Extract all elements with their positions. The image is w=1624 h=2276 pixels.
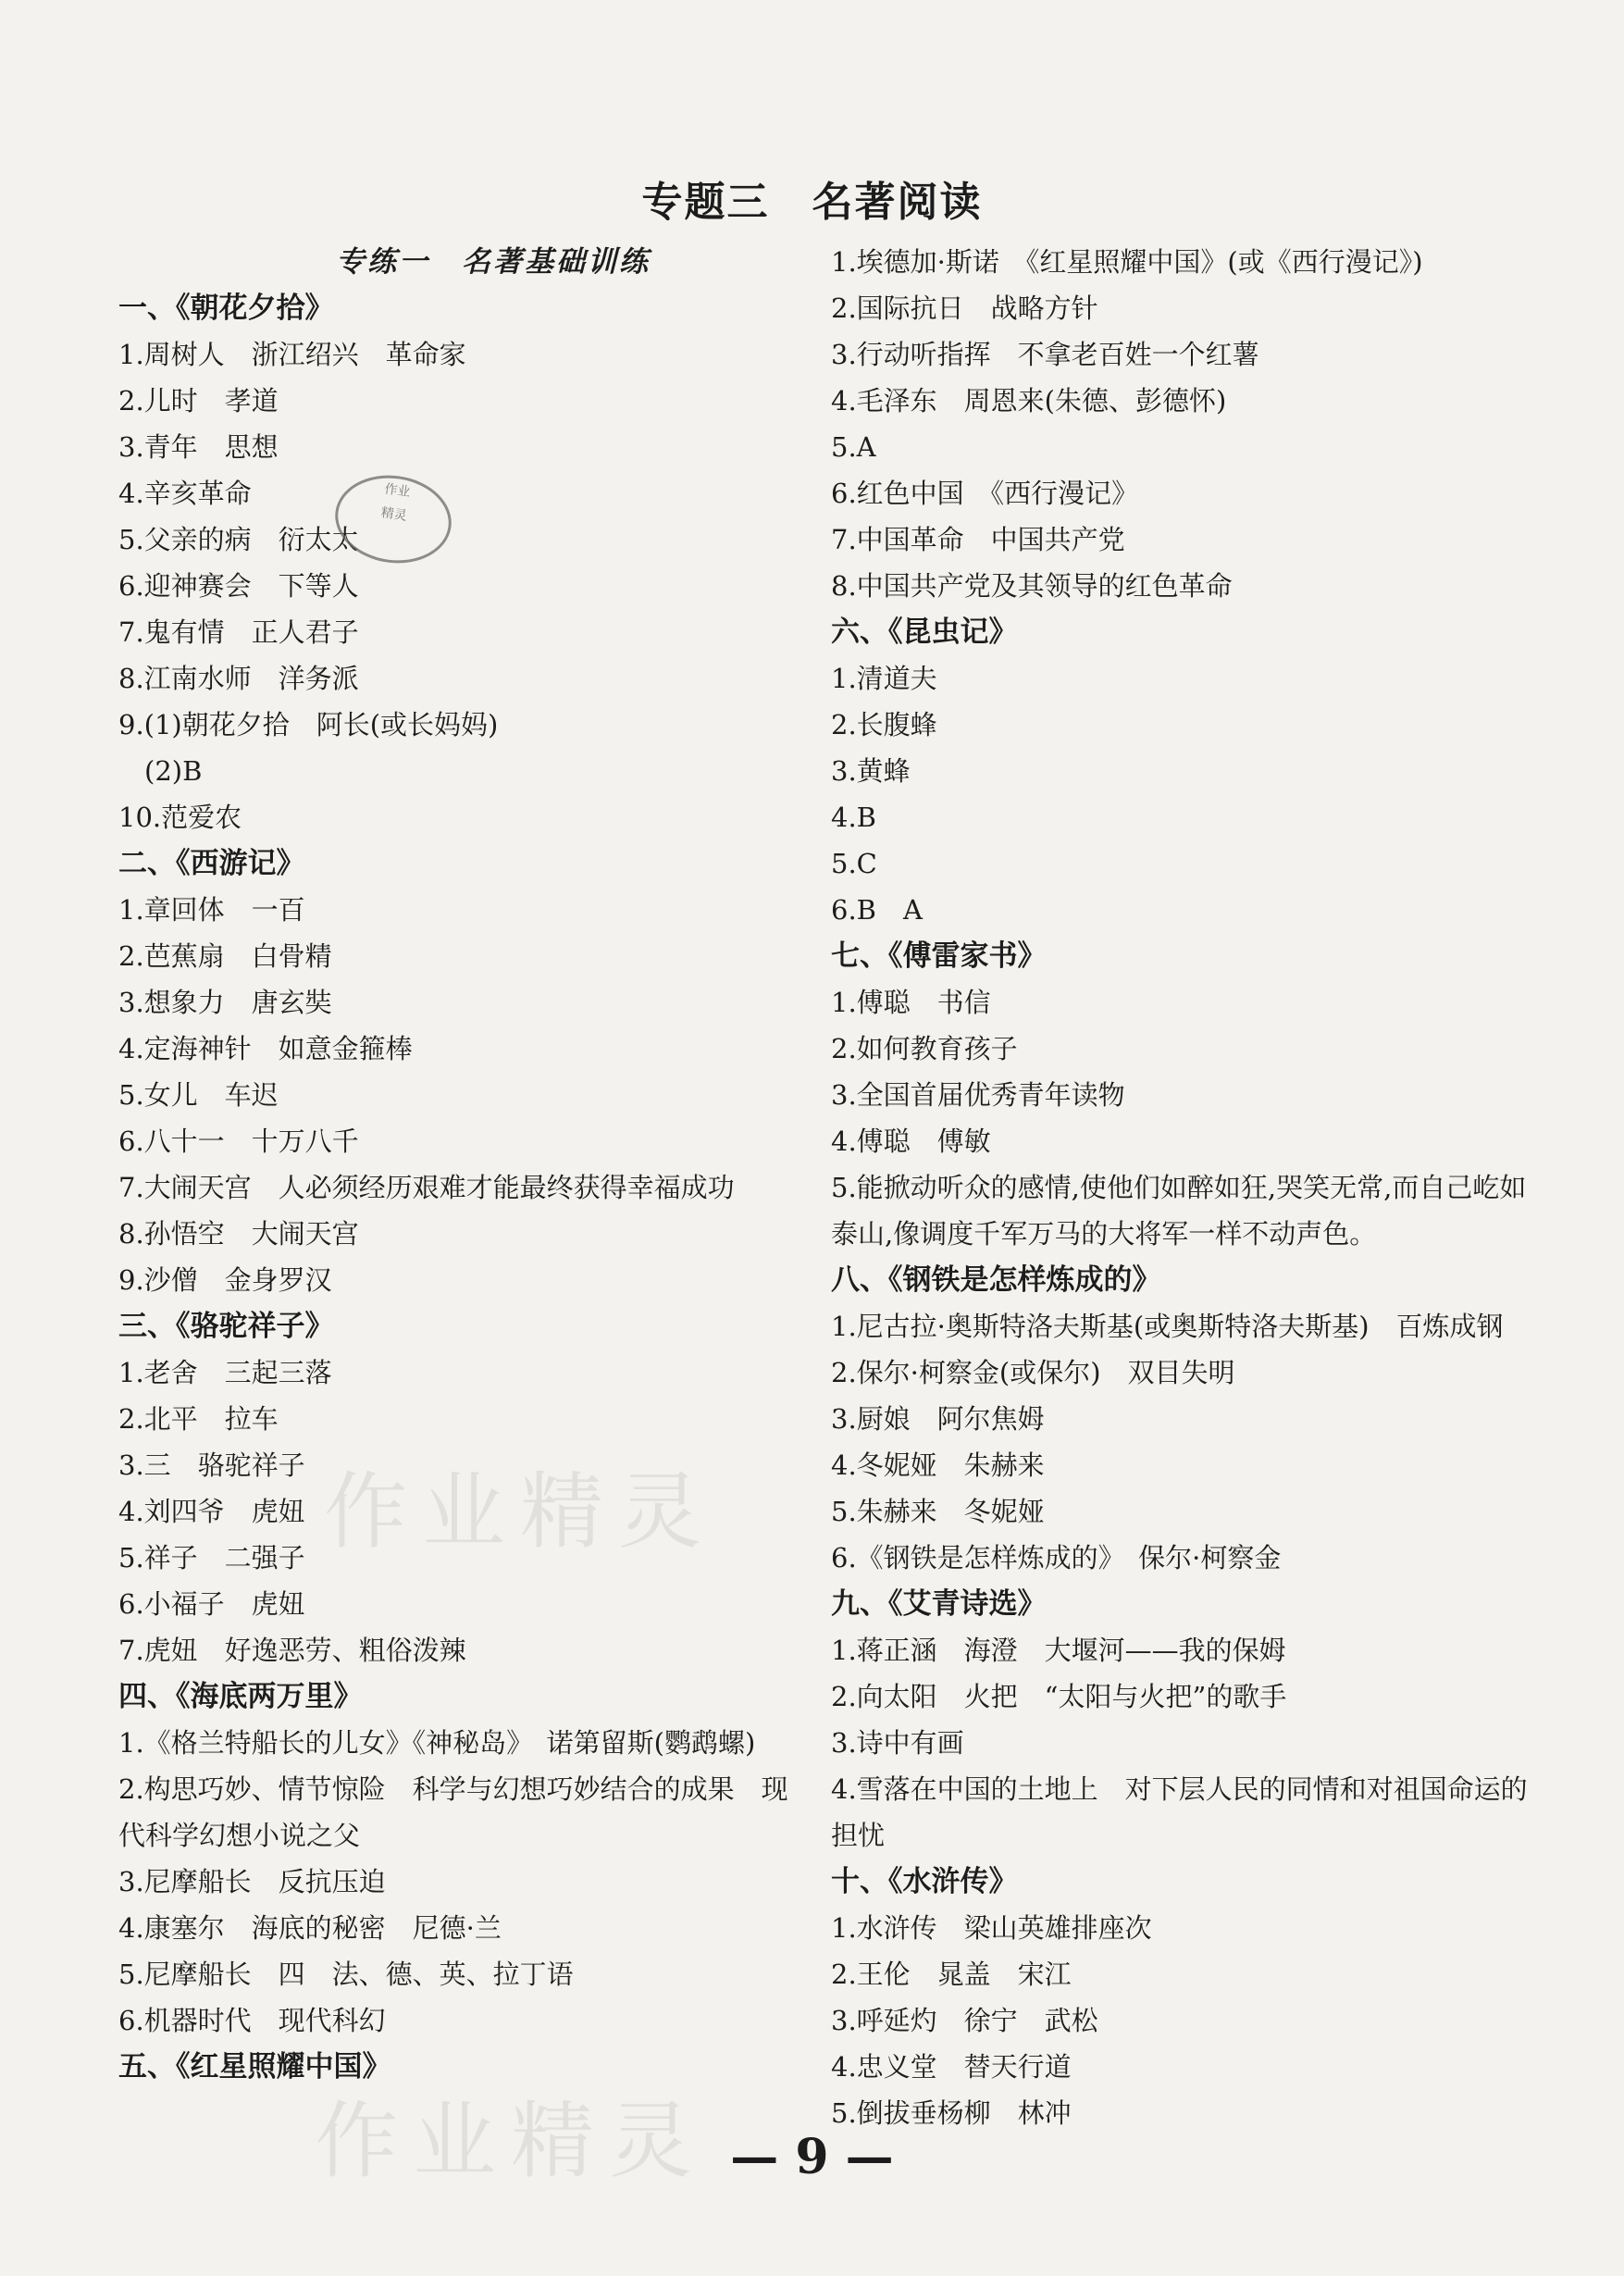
section-heading: 十、《水浒传》: [831, 1865, 1018, 1898]
page-number: — 9 —: [730, 2129, 894, 2185]
section-heading: 二、《西游记》: [118, 847, 305, 880]
answer-item: 9.(1)朝花夕拾 阿长(或长妈妈): [118, 709, 499, 740]
answer-item: 3.厨娘 阿尔焦姆: [831, 1403, 1045, 1435]
answer-item: 5.A: [831, 431, 876, 463]
section-heading: 一、《朝花夕拾》: [118, 292, 334, 325]
answer-item: 4.刘四爷 虎妞: [118, 1496, 305, 1527]
section-heading: 三、《骆驼祥子》: [118, 1310, 334, 1343]
page-title: 专题三 名著阅读: [641, 179, 983, 226]
left-column: [118, 239, 803, 2090]
section-heading: 八、《钢铁是怎样炼成的》: [831, 1263, 1161, 1297]
answer-item: 1.蒋正涵 海澄 大堰河——我的保姆: [831, 1635, 1286, 1666]
watermark: 作业精灵: [315, 2093, 707, 2190]
answer-item: 3.全国首届优秀青年读物: [831, 1079, 1125, 1111]
answer-item: 6.八十一 十万八千: [118, 1126, 359, 1157]
answer-item: 5.倒拔垂杨柳 林冲: [831, 2097, 1072, 2129]
answer-item: 1.《格兰特船长的儿女》《神秘岛》 诺第留斯(鹦鹉螺): [118, 1727, 756, 1759]
answer-item: 1.尼古拉·奥斯特洛夫斯基(或奥斯特洛夫斯基) 百炼成钢: [831, 1311, 1504, 1342]
answer-item: 4.冬妮娅 朱赫来: [831, 1449, 1045, 1481]
answer-item: 2.向太阳 火把 “太阳与火把”的歌手: [831, 1681, 1287, 1712]
answer-item: 2.保尔·柯察金(或保尔) 双目失明: [831, 1357, 1235, 1388]
answer-item: 1.清道夫: [831, 663, 937, 694]
answer-item: 8.江南水师 洋务派: [118, 663, 359, 694]
section-heading: 九、《艾青诗选》: [831, 1587, 1047, 1621]
answer-item: 3.黄蜂: [831, 755, 911, 787]
answer-item: 2.如何教育孩子: [831, 1033, 1018, 1064]
stamp-logo: 作业 精灵: [329, 468, 457, 571]
section-heading: 五、《红星照耀中国》: [118, 2050, 391, 2083]
answer-item: 4.毛泽东 周恩来(朱德、彭德怀): [831, 385, 1227, 417]
answer-item: 5.朱赫来 冬妮娅: [831, 1496, 1045, 1527]
answer-item: 2.北平 拉车: [118, 1403, 279, 1435]
exercise-subtitle: 专练一 名著基础训练: [336, 245, 651, 279]
answer-item: 7.大闹天宫 人必须经历艰难才能最终获得幸福成功: [118, 1172, 735, 1203]
answer-item: 5.父亲的病 衍太太: [118, 524, 359, 555]
answer-item: 3.尼摩船长 反抗压迫: [118, 1866, 386, 1897]
answer-item: 4.康塞尔 海底的秘密 尼德·兰: [118, 1912, 502, 1944]
answer-item: 5.尼摩船长 四 法、德、英、拉丁语: [118, 1959, 574, 1990]
answer-item: 6.小福子 虎妞: [118, 1588, 305, 1620]
answer-item: 1.水浒传 梁山英雄排座次: [831, 1912, 1152, 1944]
answer-item: 3.行动听指挥 不拿老百姓一个红薯: [831, 339, 1259, 370]
answer-item: 1.章回体 一百: [118, 894, 305, 926]
answer-item: 3.青年 思想: [118, 431, 279, 463]
answer-item: 2.国际抗日 战略方针: [831, 292, 1098, 324]
right-column: [831, 239, 1534, 2136]
answer-item: 2.芭蕉扇 白骨精: [118, 940, 332, 972]
answer-item: 7.鬼有情 正人君子: [118, 616, 359, 648]
watermark: 作业精灵: [324, 1463, 716, 1561]
answer-item: 2.长腹蜂: [831, 709, 937, 740]
answer-item: 1.周树人 浙江绍兴 革命家: [118, 339, 466, 370]
answer-item: 2.王伦 晁盖 宋江: [831, 1959, 1072, 1990]
answer-item: 8.孙悟空 大闹天宫: [118, 1218, 359, 1250]
answer-item: 2.儿时 孝道: [118, 385, 279, 417]
answer-subitem: (2)B: [144, 755, 203, 787]
answer-item: 10.范爱农: [118, 802, 242, 833]
answer-item: 6.B A: [831, 894, 923, 926]
answer-item: 6.机器时代 现代科幻: [118, 2005, 386, 2036]
section-heading: 六、《昆虫记》: [831, 616, 1018, 649]
section-heading: 七、《傅雷家书》: [831, 939, 1047, 973]
answer-item: 2.构思巧妙、情节惊险 科学与幻想巧妙结合的成果 现代科学幻想小说之父: [118, 1773, 788, 1851]
answer-item: 5.能掀动听众的感情,使他们如醉如狂,哭笑无常,而自己屹如泰山,像调度千军万马的大将军一样不动声色。: [831, 1172, 1527, 1250]
answer-item: 3.诗中有画: [831, 1727, 964, 1759]
answer-item: 9.沙僧 金身罗汉: [118, 1264, 332, 1296]
answer-item: 3.三 骆驼祥子: [118, 1449, 305, 1481]
answer-item: 4.辛亥革命: [118, 478, 252, 509]
answer-item: 6.迎神赛会 下等人: [118, 570, 359, 602]
answer-item: 4.定海神针 如意金箍棒: [118, 1033, 413, 1064]
answer-item: 4.忠义堂 替天行道: [831, 2051, 1072, 2083]
answer-item: 3.想象力 唐玄奘: [118, 987, 332, 1018]
answer-item: 8.中国共产党及其领导的红色革命: [831, 570, 1233, 602]
answer-item: 4.B: [831, 802, 876, 833]
answer-item: 7.虎妞 好逸恶劳、粗俗泼辣: [118, 1635, 466, 1666]
answer-item: 5.C: [831, 848, 877, 879]
answer-item: 1.老舍 三起三落: [118, 1357, 332, 1388]
answer-item: 1.埃德加·斯诺 《红星照耀中国》(或《西行漫记》): [831, 246, 1423, 278]
section-heading: 四、《海底两万里》: [118, 1680, 363, 1713]
answer-item: 4.雪落在中国的土地上 对下层人民的同情和对祖国命运的担忧: [831, 1773, 1528, 1851]
answer-item: 5.女儿 车迟: [118, 1079, 279, 1111]
answer-item: 3.呼延灼 徐宁 武松: [831, 2005, 1098, 2036]
answer-item: 6.《钢铁是怎样炼成的》 保尔·柯察金: [831, 1542, 1282, 1573]
answer-item: 5.祥子 二强子: [118, 1542, 305, 1573]
answer-item: 1.傅聪 书信: [831, 987, 991, 1018]
answer-item: 7.中国革命 中国共产党: [831, 524, 1125, 555]
answer-item: 4.傅聪 傅敏: [831, 1126, 991, 1157]
answer-item: 6.红色中国 《西行漫记》: [831, 478, 1139, 509]
